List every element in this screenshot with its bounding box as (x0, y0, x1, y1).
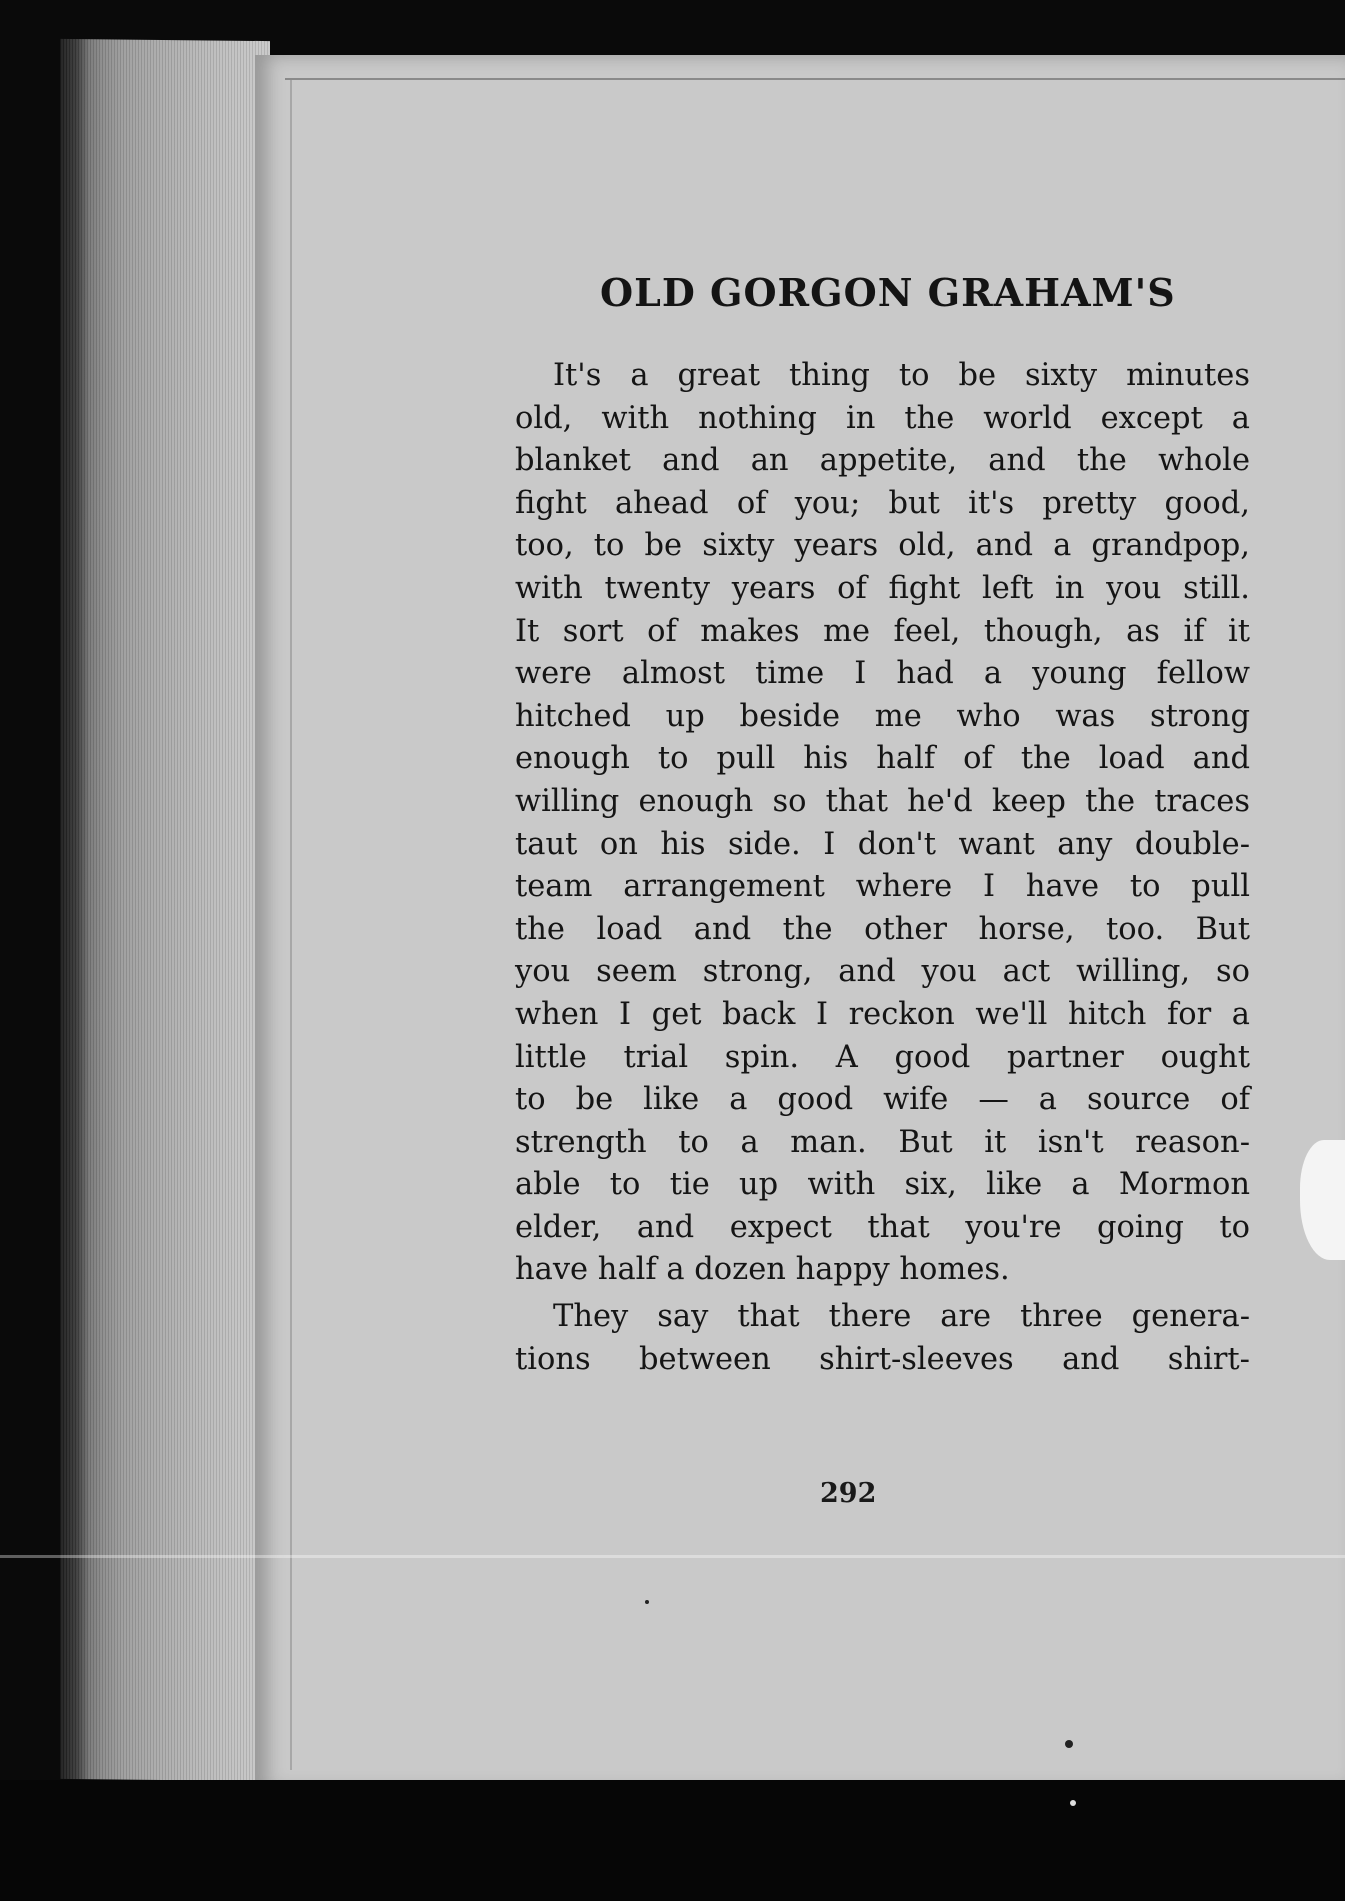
text-line: It sort of makes me feel, though, as if it (515, 613, 1250, 649)
text-line: fight ahead of you; but it's pretty good, (515, 485, 1250, 521)
text-line: were almost time I had a young fellow (515, 656, 1250, 692)
text-line: old, with nothing in the world except a (515, 400, 1250, 436)
text-line: you seem strong, and you act willing, so (515, 954, 1250, 990)
text-line: with twenty years of fight left in you still. (515, 570, 1250, 606)
text-line: able to tie up with six, like a Mormon (515, 1167, 1250, 1203)
text-line: hitched up beside me who was strong (515, 698, 1250, 734)
text-line: It's a great thing to be sixty minutes (553, 358, 1250, 393)
text-line: enough to pull his half of the load and (515, 741, 1250, 777)
text-line: taut on his side. I don't want any double- (515, 826, 1250, 862)
text-line: strength to a man. But it isn't reason- (515, 1124, 1250, 1160)
text-line: when I get back I reckon we'll hitch for a (515, 996, 1250, 1032)
text-line: to be like a good wife — a source of (515, 1082, 1250, 1118)
dust-speck (645, 1600, 649, 1604)
paragraph-2 (515, 1296, 1250, 1381)
scan-streak (0, 1555, 1345, 1558)
text-line: They say that there are three genera- (553, 1299, 1250, 1335)
text-line: little trial spin. A good partner ought (515, 1039, 1250, 1075)
page-number: 292 (820, 1478, 877, 1509)
dust-speck (1070, 1800, 1076, 1806)
running-head: OLD GORGON GRAHAM'S (600, 270, 1176, 315)
text-line: have half a dozen happy homes. (515, 1252, 1010, 1288)
text-line: too, to be sixty years old, and a grandpop, (515, 528, 1250, 564)
scanner-background (0, 1780, 1345, 1901)
text-line: elder, and expect that you're going to (515, 1209, 1250, 1245)
text-line: the load and the other horse, too. But (515, 911, 1250, 947)
dust-speck (1065, 1740, 1073, 1748)
text-line: blanket and an appetite, and the whole (515, 443, 1250, 479)
body-text (515, 355, 1250, 1381)
page-left-edge (290, 80, 292, 1770)
book-page-edges (60, 39, 270, 1781)
page-top-edge (285, 78, 1345, 80)
text-line: tions between shirt-sleeves and shirt- (515, 1341, 1250, 1377)
paragraph-1 (515, 355, 1250, 1292)
text-line: team arrangement where I have to pull (515, 869, 1250, 905)
text-line: willing enough so that he'd keep the traces (515, 783, 1250, 819)
